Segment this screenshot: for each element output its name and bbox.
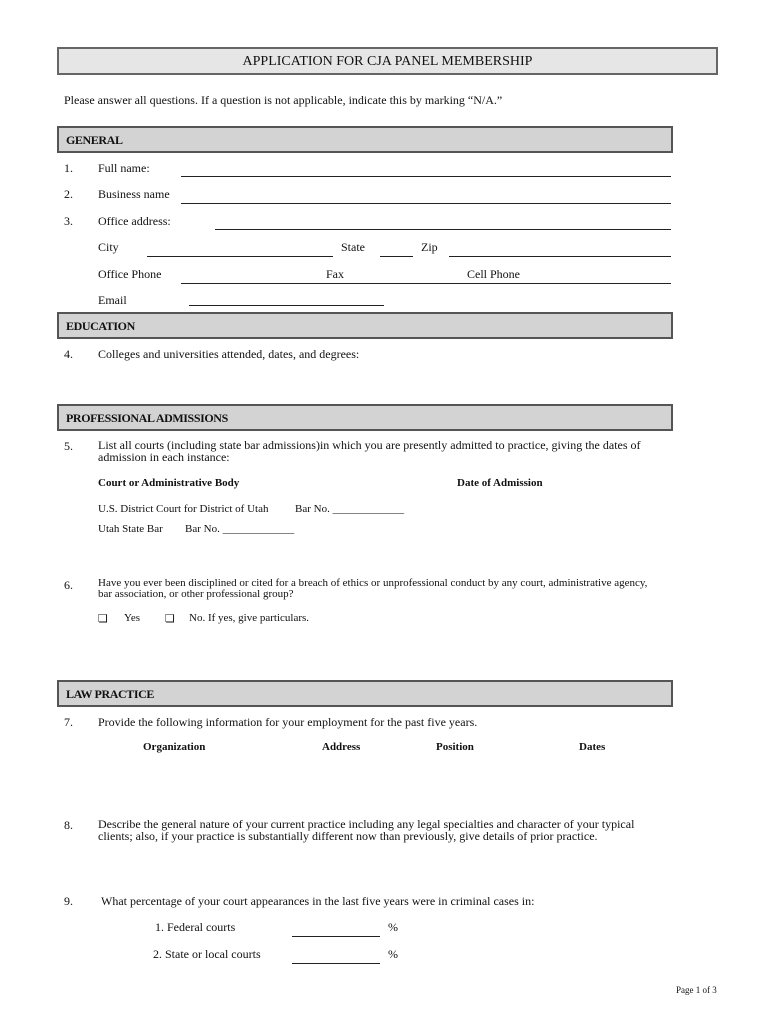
organization-column-header: Organization: [143, 741, 206, 753]
cell-phone-label: Cell Phone: [467, 267, 520, 281]
instructions-text: Please answer all questions. If a question is not applicable, indicate this by marking “N/A.”: [64, 93, 503, 107]
practice-question-line1: Describe the general nature of your current practice including any legal specialties and character of your typical: [98, 817, 635, 831]
practice-question-line2: clients; also, if your practice is substantially different now than previously, give details of prior practice.: [98, 829, 598, 843]
full-name-field[interactable]: [181, 176, 671, 177]
email-field[interactable]: [189, 305, 384, 306]
criminal-percentage-question: What percentage of your court appearances in the last five years were in criminal cases in:: [101, 894, 535, 908]
federal-courts-percent-field[interactable]: [292, 936, 380, 937]
discipline-question: [98, 578, 647, 600]
full-name-label: Full name:: [98, 161, 150, 175]
state-percent-sign: %: [388, 947, 398, 961]
section-general-header: GENERAL: [57, 126, 673, 153]
admissions-question: [98, 439, 641, 463]
admissions-question-line1: List all courts (including state bar admissions)in which you are presently admitted to practice, giving the dates of: [98, 438, 641, 452]
q4-number: 4.: [64, 347, 73, 361]
q9-number: 9.: [64, 894, 73, 908]
bar-number-row-1: Bar No. _____________: [295, 503, 405, 515]
bar-number-row-2: Bar No. _____________: [185, 523, 295, 535]
state-field[interactable]: [380, 256, 413, 257]
dates-column-header: Dates: [579, 741, 606, 753]
q7-number: 7.: [64, 715, 73, 729]
office-address-label: Office address:: [98, 214, 171, 228]
address-column-header: Address: [322, 741, 361, 753]
discipline-question-line2: bar association, or other professional group?: [98, 588, 294, 600]
federal-percent-sign: %: [388, 920, 398, 934]
date-column-header: Date of Admission: [457, 477, 543, 489]
page-number: Page 1 of 3: [676, 985, 717, 995]
section-admissions-header: PROFESSIONAL ADMISSIONS: [57, 404, 673, 431]
section-education-header: EDUCATION: [57, 312, 673, 339]
yes-label: Yes: [124, 612, 141, 624]
business-name-label: Business name: [98, 187, 170, 201]
employment-question: Provide the following information for your employment for the past five years.: [98, 715, 478, 729]
court-row-1: U.S. District Court for District of Utah: [98, 503, 269, 515]
education-question: Colleges and universities attended, dates, and degrees:: [98, 347, 360, 361]
section-law-practice-header: LAW PRACTICE: [57, 680, 673, 707]
city-field[interactable]: [147, 256, 333, 257]
practice-question: [98, 818, 634, 842]
court-column-header: Court or Administrative Body: [98, 477, 240, 489]
email-label: Email: [98, 293, 127, 307]
fax-label: Fax: [326, 267, 344, 281]
q3-number: 3.: [64, 214, 73, 228]
discipline-question-line1: Have you ever been disciplined or cited for a breach of ethics or unprofessional conduct by any court, administrative agency,: [98, 577, 648, 589]
q8-number: 8.: [64, 818, 73, 832]
city-label: City: [98, 240, 119, 254]
zip-label: Zip: [421, 240, 438, 254]
q1-number: 1.: [64, 161, 73, 175]
phone-fax-cell-field[interactable]: [181, 283, 671, 284]
admissions-question-line2: admission in each instance:: [98, 450, 230, 464]
no-checkbox[interactable]: ❏: [165, 612, 175, 625]
federal-courts-label: 1. Federal courts: [155, 920, 236, 934]
state-courts-percent-field[interactable]: [292, 963, 380, 964]
q5-number: 5.: [64, 439, 73, 453]
office-phone-label: Office Phone: [98, 267, 162, 281]
state-courts-label: 2. State or local courts: [153, 947, 261, 961]
position-column-header: Position: [436, 741, 474, 753]
zip-field[interactable]: [449, 256, 671, 257]
form-title: APPLICATION FOR CJA PANEL MEMBERSHIP: [57, 47, 718, 75]
yes-checkbox[interactable]: ❏: [98, 612, 108, 625]
business-name-field[interactable]: [181, 203, 671, 204]
office-address-field[interactable]: [215, 229, 671, 230]
no-label: No. If yes, give particulars.: [189, 612, 310, 624]
court-row-2: Utah State Bar: [98, 523, 163, 535]
q2-number: 2.: [64, 187, 73, 201]
state-label: State: [341, 240, 365, 254]
q6-number: 6.: [64, 578, 73, 592]
